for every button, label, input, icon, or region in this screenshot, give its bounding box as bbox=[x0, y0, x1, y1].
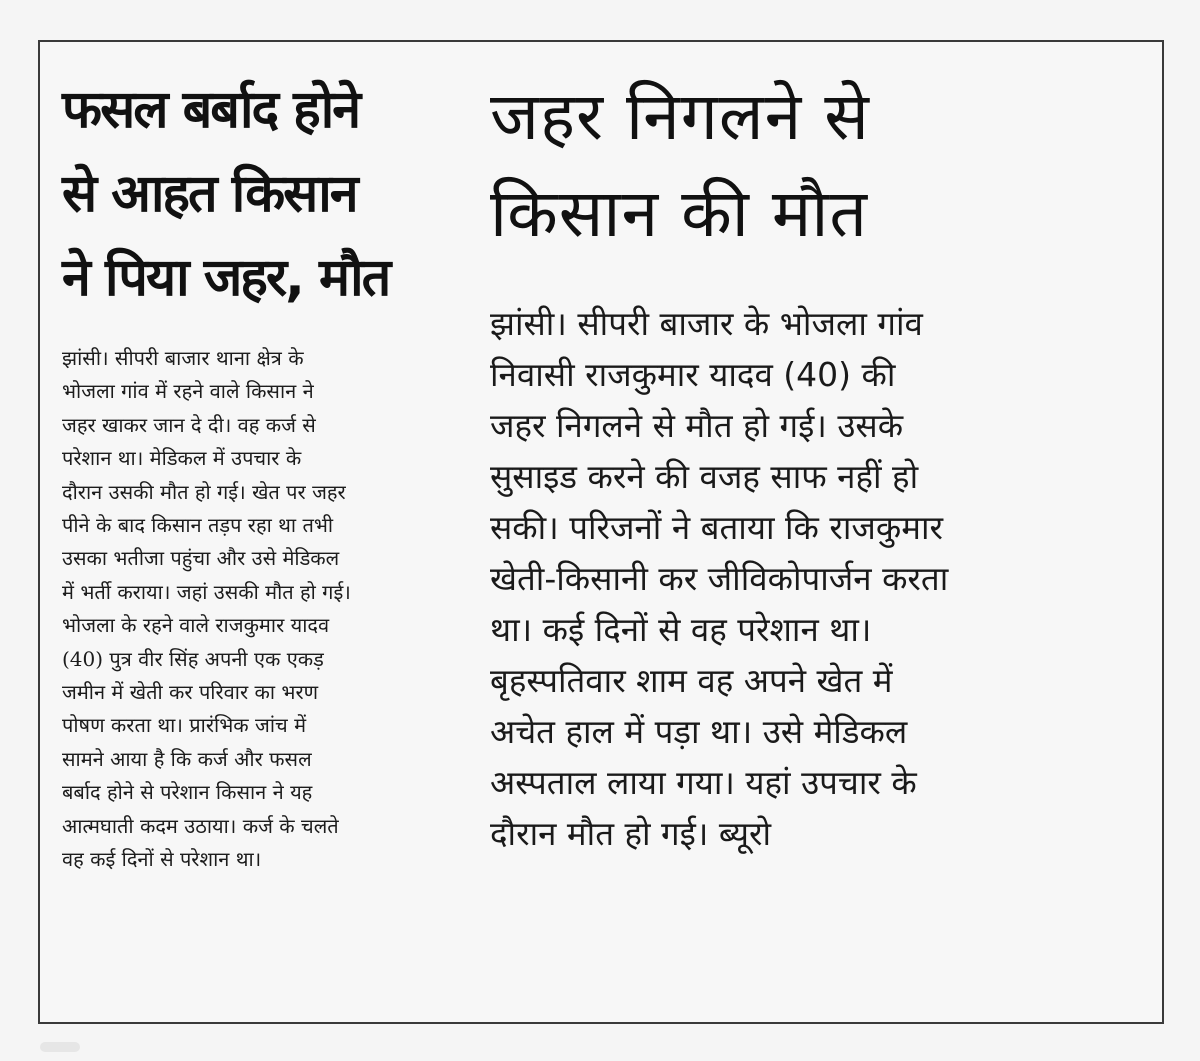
left-body-line: झांसी। सीपरी बाजार थाना क्षेत्र के bbox=[62, 346, 304, 370]
right-body-line: था। कई दिनों से वह परेशान था। bbox=[490, 610, 872, 649]
left-body-line: दौरान उसकी मौत हो गई। खेत पर जहर bbox=[62, 479, 346, 504]
right-body-line: झांसी। सीपरी बाजार के भोजला गांव bbox=[490, 304, 923, 343]
left-body-line: (40) पुत्र वीर सिंह अपनी एक एकड़ bbox=[62, 646, 324, 671]
left-body-line: सामने आया है कि कर्ज और फसल bbox=[62, 746, 312, 771]
left-body-line: परेशान था। मेडिकल में उपचार के bbox=[62, 446, 302, 471]
left-headline-line: फसल बर्बाद होने bbox=[62, 80, 360, 140]
left-body-line: बर्बाद होने से परेशान किसान ने यह bbox=[62, 780, 313, 805]
right-headline-line: किसान की मौत bbox=[490, 175, 869, 252]
right-body-line: अस्पताल लाया गया। यहां उपचार के bbox=[490, 763, 917, 802]
left-body-line: जमीन में खेती कर परिवार का भरण bbox=[62, 680, 319, 705]
scan-smudge bbox=[40, 1042, 80, 1052]
left-headline-line: ने पिया जहर, मौत bbox=[62, 248, 390, 308]
right-body-line: बृहस्पतिवार शाम वह अपने खेत में bbox=[490, 661, 893, 700]
left-article bbox=[62, 68, 474, 1008]
right-body-line: अचेत हाल में पड़ा था। उसे मेडिकल bbox=[490, 712, 908, 751]
right-headline-line: जहर निगलने से bbox=[490, 78, 870, 155]
left-body-line: भोजला के रहने वाले राजकुमार यादव bbox=[62, 613, 330, 638]
left-body-line: पोषण करता था। प्रारंभिक जांच में bbox=[62, 713, 307, 738]
left-body-line: उसका भतीजा पहुंचा और उसे मेडिकल bbox=[62, 546, 340, 571]
right-body-line: जहर निगलने से मौत हो गई। उसके bbox=[490, 406, 904, 445]
right-article-headline bbox=[490, 68, 1140, 262]
left-body-line: में भर्ती कराया। जहां उसकी मौत हो गई। bbox=[62, 579, 351, 604]
right-body-line: निवासी राजकुमार यादव (40) की bbox=[490, 355, 896, 394]
left-body-line: वह कई दिनों से परेशान था। bbox=[62, 847, 262, 872]
left-article-headline bbox=[62, 68, 474, 320]
left-headline-line: से आहत किसान bbox=[62, 164, 357, 224]
left-body-line: भोजला गांव में रहने वाले किसान ने bbox=[62, 379, 314, 404]
left-body-line: पीने के बाद किसान तड़प रहा था तभी bbox=[62, 513, 334, 538]
right-body-line: सकी। परिजनों ने बताया कि राजकुमार bbox=[490, 508, 944, 547]
left-body-line: आत्मघाती कदम उठाया। कर्ज के चलते bbox=[62, 813, 339, 838]
left-article-body bbox=[62, 342, 474, 877]
right-body-line: दौरान मौत हो गई। ब्यूरो bbox=[490, 814, 772, 853]
left-body-line: जहर खाकर जान दे दी। वह कर्ज से bbox=[62, 412, 316, 437]
right-body-line: सुसाइड करने की वजह साफ नहीं हो bbox=[490, 457, 919, 496]
right-body-line: खेती-किसानी कर जीविकोपार्जन करता bbox=[490, 559, 949, 598]
right-article-body bbox=[490, 298, 1140, 859]
right-article bbox=[490, 68, 1140, 1008]
